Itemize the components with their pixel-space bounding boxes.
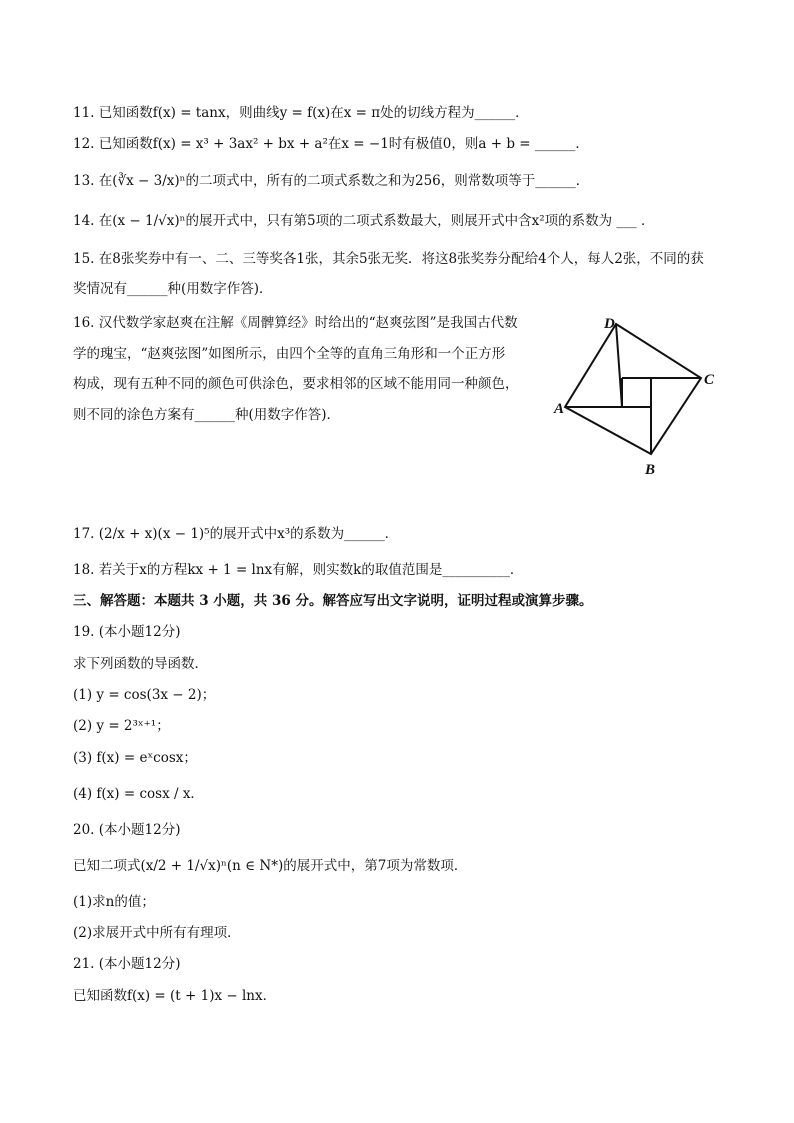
question-19-part1: (1) y = cos(3x − 2)； [73,687,216,703]
question-16-line2: 学的瑰宝，“赵爽弦图”如图所示，由四个全等的直角三角形和一个正方形 [73,346,506,362]
question-20-part1: (1)求n的值； [73,894,155,910]
question-19-part2: (2) y = 2³ˣ⁺¹； [73,718,170,734]
label-b: B [645,462,656,478]
question-19-heading: 19. (本小题12分) [73,624,181,640]
question-20-intro: 已知二项式(x/2 + 1/√x)ⁿ(n ∈ N*)的展开式中，第7项为常数项． [73,858,468,874]
question-13: 13. 在(∛x − 3/x)ⁿ的二项式中，所有的二项式系数之和为256，则常数项等于______． [73,173,590,189]
question-21-intro: 已知函数f(x) = (t + 1)x − lnx． [73,988,277,1004]
question-15-line1: 15. 在8张奖券中有一、二、三等奖各1张，其余5张无奖．将这8张奖券分配给4个人，每人2张，不同的获 [73,251,704,267]
question-17: 17. (2/x + x)(x − 1)⁵的展开式中x³的系数为______． [73,526,399,542]
question-21-heading: 21. (本小题12分) [73,956,181,972]
question-11: 11. 已知函数f(x) = tanx，则曲线y = f(x)在x = π处的切线方程为______． [73,105,529,121]
question-19-part4: (4) f(x) = cosx / x． [73,786,204,802]
label-d: D [604,316,615,332]
question-20-heading: 20. (本小题12分) [73,822,181,838]
question-16-line4: 则不同的涂色方案有______种(用数字作答)． [73,407,341,423]
question-12: 12. 已知函数f(x) = x³ + 3ax² + bx + a²在x = −1时有极值0，则a + b = ______． [73,136,589,152]
label-a: A [554,401,565,417]
question-19-intro: 求下列函数的导函数． [73,656,208,672]
question-20-part2: (2)求展开式中所有有理项． [73,925,241,941]
question-14: 14. 在(x − 1/√x)ⁿ的展开式中，只有第5项的二项式系数最大，则展开式中含x²项的系数为 ___ ． [73,213,655,229]
question-19-part3: (3) f(x) = eˣcosx； [73,750,197,766]
question-16-line3: 构成，现有五种不同的颜色可供涂色，要求相邻的区域不能用同一种颜色， [73,376,519,392]
section-3-heading: 三、解答题：本题共 3 小题，共 36 分。解答应写出文字说明，证明过程或演算步骤。 [73,593,593,609]
zhao-shuang-figure [548,312,728,484]
question-16-line1: 16. 汉代数学家赵爽在注解《周髀算经》时给出的“赵爽弦图”是我国古代数 [73,315,518,331]
question-18: 18. 若关于x的方程kx + 1 = lnx有解，则实数k的取值范围是__________． [73,562,524,578]
question-15-line2: 奖情况有______种(用数字作答)． [73,281,273,297]
outer-square [565,324,701,454]
label-c: C [704,372,715,388]
